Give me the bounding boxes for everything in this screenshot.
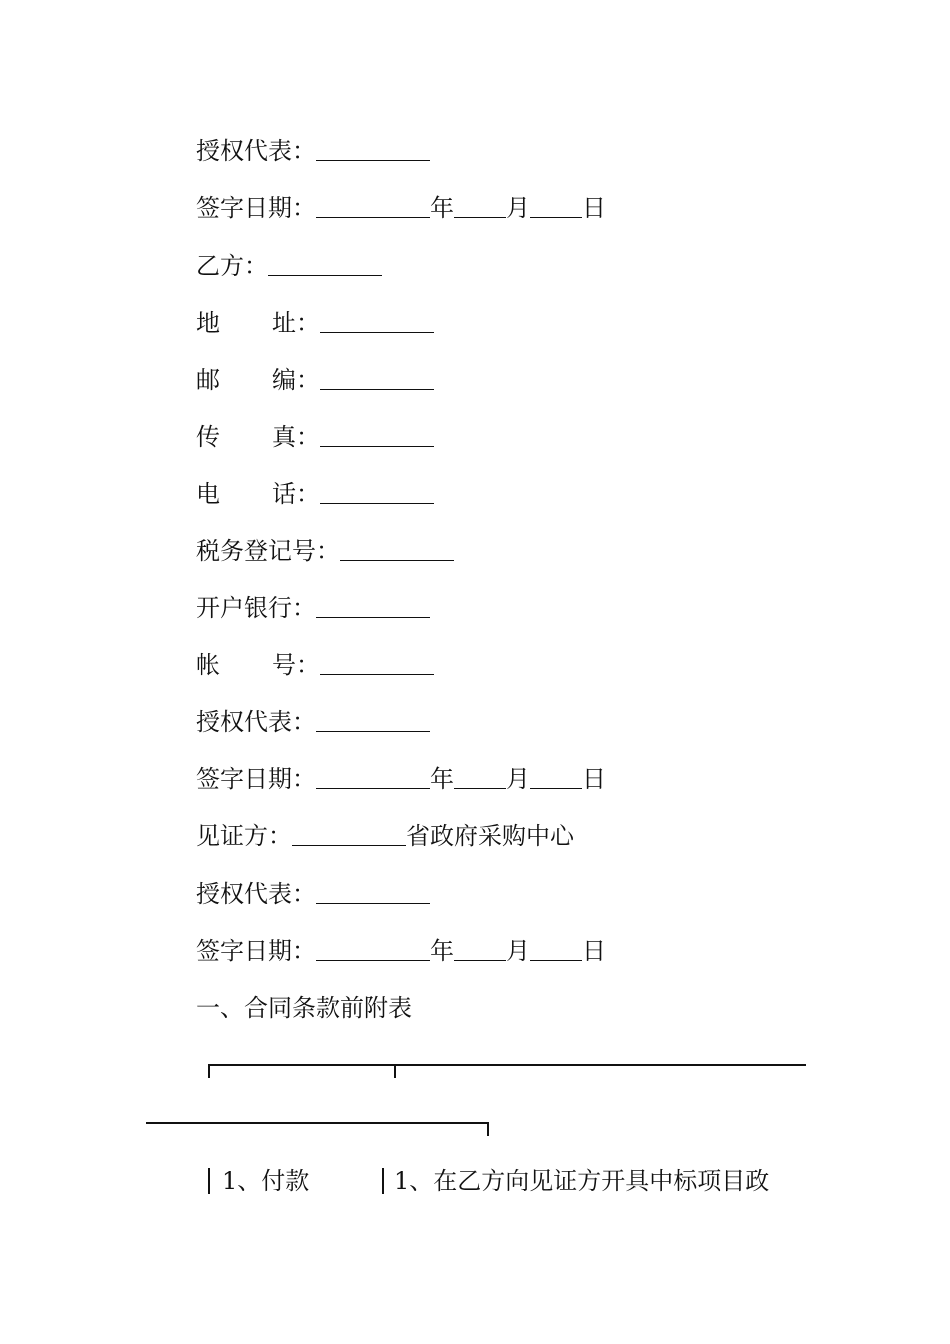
table-column-bar (382, 1168, 384, 1194)
postcode-blank[interactable] (320, 367, 434, 390)
table-cell-payment-terms: 1、在乙方向见证方开具中标项目政 (394, 1167, 770, 1195)
account-blank[interactable] (320, 652, 434, 675)
witness-sign-date-line (196, 936, 606, 966)
address-label-char1: 地 (196, 309, 220, 337)
sign-date-label: 签字日期： (196, 765, 316, 793)
phone-line (196, 479, 434, 509)
table-top-left-corner (208, 1064, 210, 1078)
table-top-rule (208, 1064, 806, 1066)
day-blank[interactable] (530, 195, 582, 218)
party-b-sign-date-line (196, 764, 606, 794)
table-left-bar (208, 1168, 210, 1194)
bank-line (196, 593, 430, 623)
tax-id-label: 税务登记号： (196, 537, 340, 565)
phone-blank[interactable] (320, 481, 434, 504)
month-label: 月 (506, 765, 530, 793)
month-blank[interactable] (454, 195, 506, 218)
representative-label: 授权代表： (196, 708, 316, 736)
month-blank[interactable] (454, 938, 506, 961)
section-heading: 一、合同条款前附表 (196, 994, 412, 1022)
account-label-char2: 号： (272, 651, 320, 679)
year-blank[interactable] (316, 938, 430, 961)
postcode-label-char2: 编： (272, 366, 320, 394)
fax-label-char2: 真： (272, 423, 320, 451)
account-line (196, 650, 434, 680)
table-top-column-joint (394, 1064, 396, 1078)
witness-org-suffix: 省政府采购中心 (406, 822, 574, 850)
day-label: 日 (582, 194, 606, 222)
year-label: 年 (430, 194, 454, 222)
fax-blank[interactable] (320, 424, 434, 447)
year-blank[interactable] (316, 766, 430, 789)
party-b-line (196, 251, 382, 281)
representative-blank[interactable] (316, 138, 430, 161)
party-a-sign-date-line (196, 193, 606, 223)
month-blank[interactable] (454, 766, 506, 789)
postcode-label-char1: 邮 (196, 366, 220, 394)
representative-label: 授权代表： (196, 880, 316, 908)
party-b-blank[interactable] (268, 253, 382, 276)
day-blank[interactable] (530, 938, 582, 961)
day-label: 日 (582, 765, 606, 793)
party-b-representative-line (196, 707, 430, 737)
day-label: 日 (582, 937, 606, 965)
party-b-label: 乙方： (196, 252, 268, 280)
account-label-char1: 帐 (196, 651, 220, 679)
representative-label: 授权代表： (196, 137, 316, 165)
day-blank[interactable] (530, 766, 582, 789)
witness-representative-line (196, 879, 430, 909)
table-top-right-corner (487, 1122, 489, 1136)
representative-blank[interactable] (316, 881, 430, 904)
month-label: 月 (506, 937, 530, 965)
year-label: 年 (430, 765, 454, 793)
year-label: 年 (430, 937, 454, 965)
sign-date-label: 签字日期： (196, 937, 316, 965)
party-a-representative-line (196, 136, 430, 166)
address-line (196, 308, 434, 338)
bank-blank[interactable] (316, 595, 430, 618)
bank-label: 开户银行： (196, 594, 316, 622)
sign-date-label: 签字日期： (196, 194, 316, 222)
phone-label-char2: 话： (272, 480, 320, 508)
witness-line (196, 821, 574, 851)
fax-line (196, 422, 434, 452)
witness-label: 见证方： (196, 822, 292, 850)
phone-label-char1: 电 (196, 480, 220, 508)
address-blank[interactable] (320, 310, 434, 333)
month-label: 月 (506, 194, 530, 222)
fax-label-char1: 传 (196, 423, 220, 451)
witness-province-blank[interactable] (292, 823, 406, 846)
address-label-char2: 址： (272, 309, 320, 337)
table-top-border (206, 1058, 806, 1078)
tax-id-blank[interactable] (340, 538, 454, 561)
representative-blank[interactable] (316, 709, 430, 732)
table-border-continuation (146, 1118, 492, 1138)
postcode-line (196, 365, 434, 395)
table-continuation-rule (146, 1122, 488, 1124)
tax-id-line (196, 536, 454, 566)
year-blank[interactable] (316, 195, 430, 218)
table-cell-payment: 1、付款 (222, 1167, 310, 1195)
